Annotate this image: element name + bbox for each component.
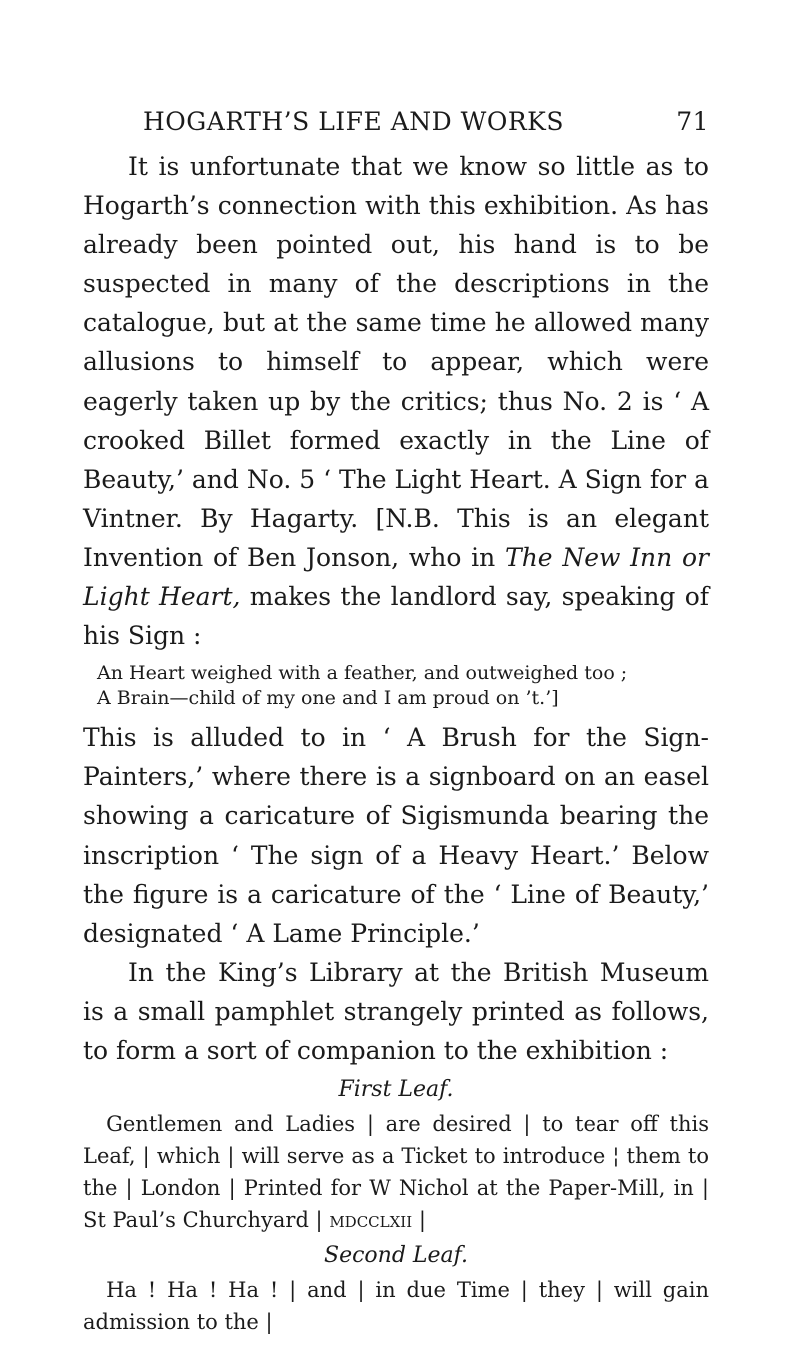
- body-text: [83, 147, 709, 1338]
- first-leaf-title: First Leaf.: [338, 1077, 454, 1103]
- book-title-italic: The New Inn or Light Heart,: [83, 542, 710, 612]
- verse-line: A Brain—child of my one and I am proud on ’t.’]: [97, 687, 559, 710]
- paragraph: This is alluded to in ‘ A Brush for the Sign-Painters,’ where there is a signboard on an easel showing a caricature of Sigismunda bearing the inscription ‘ The sign of a Heavy Heart.’ Below the figure is a caricature of the ‘ Line of Beauty,’ designated ‘ A Lame Principle.’: [83, 723, 709, 948]
- paragraph-text: It is unfortunate that we know so little as to Hogarth’s connection with this exhibition. As has already been pointed out, his hand is to be suspected in many of the descriptions in the catalogue, but at the same time he allowed many allusions to himself to appear, which were eagerly taken up by the critics; thus No. 2 is ‘ A crooked Billet formed exactly in the Line of Beauty,’ and No. 5 ‘ The Light Heart. A Sign for a Vintner. By Hagarty. [N.B. This is an elegant Invention of Ben Jonson, who in: [83, 152, 709, 572]
- first-leaf-body: Gentlemen and Ladies | are desired | to tear off this Leaf, | which | will serve as a Ticket to introduce ¦ them to the | London | Printed for W Nichol at the Paper-Mill, in | St Paul’s Churchyard |: [83, 1112, 709, 1233]
- verse-quotation: [83, 661, 709, 711]
- paragraph-text-end: makes the landlord say, speaking of his Sign :: [83, 582, 709, 651]
- running-title: HOGARTH’S LIFE AND WORKS: [143, 107, 564, 136]
- second-leaf-title: Second Leaf.: [324, 1243, 468, 1269]
- first-leaf-date: mdcclxii: [329, 1208, 413, 1233]
- first-leaf-text: [83, 1108, 709, 1236]
- first-leaf-body-end: |: [412, 1208, 426, 1233]
- paragraph: [83, 147, 709, 655]
- verse-line: An Heart weighed with a feather, and outweighed too ;: [97, 662, 628, 685]
- page-number: 71: [676, 107, 709, 136]
- second-leaf-text: Ha ! Ha ! Ha ! | and | in due Time | they | will gain admission to the |: [83, 1278, 709, 1335]
- page-header: [83, 95, 709, 135]
- paragraph: In the King’s Library at the British Museum is a small pamphlet strangely printed as follows, to form a sort of companion to the exhibition :: [83, 957, 709, 1065]
- book-page: [83, 95, 709, 1338]
